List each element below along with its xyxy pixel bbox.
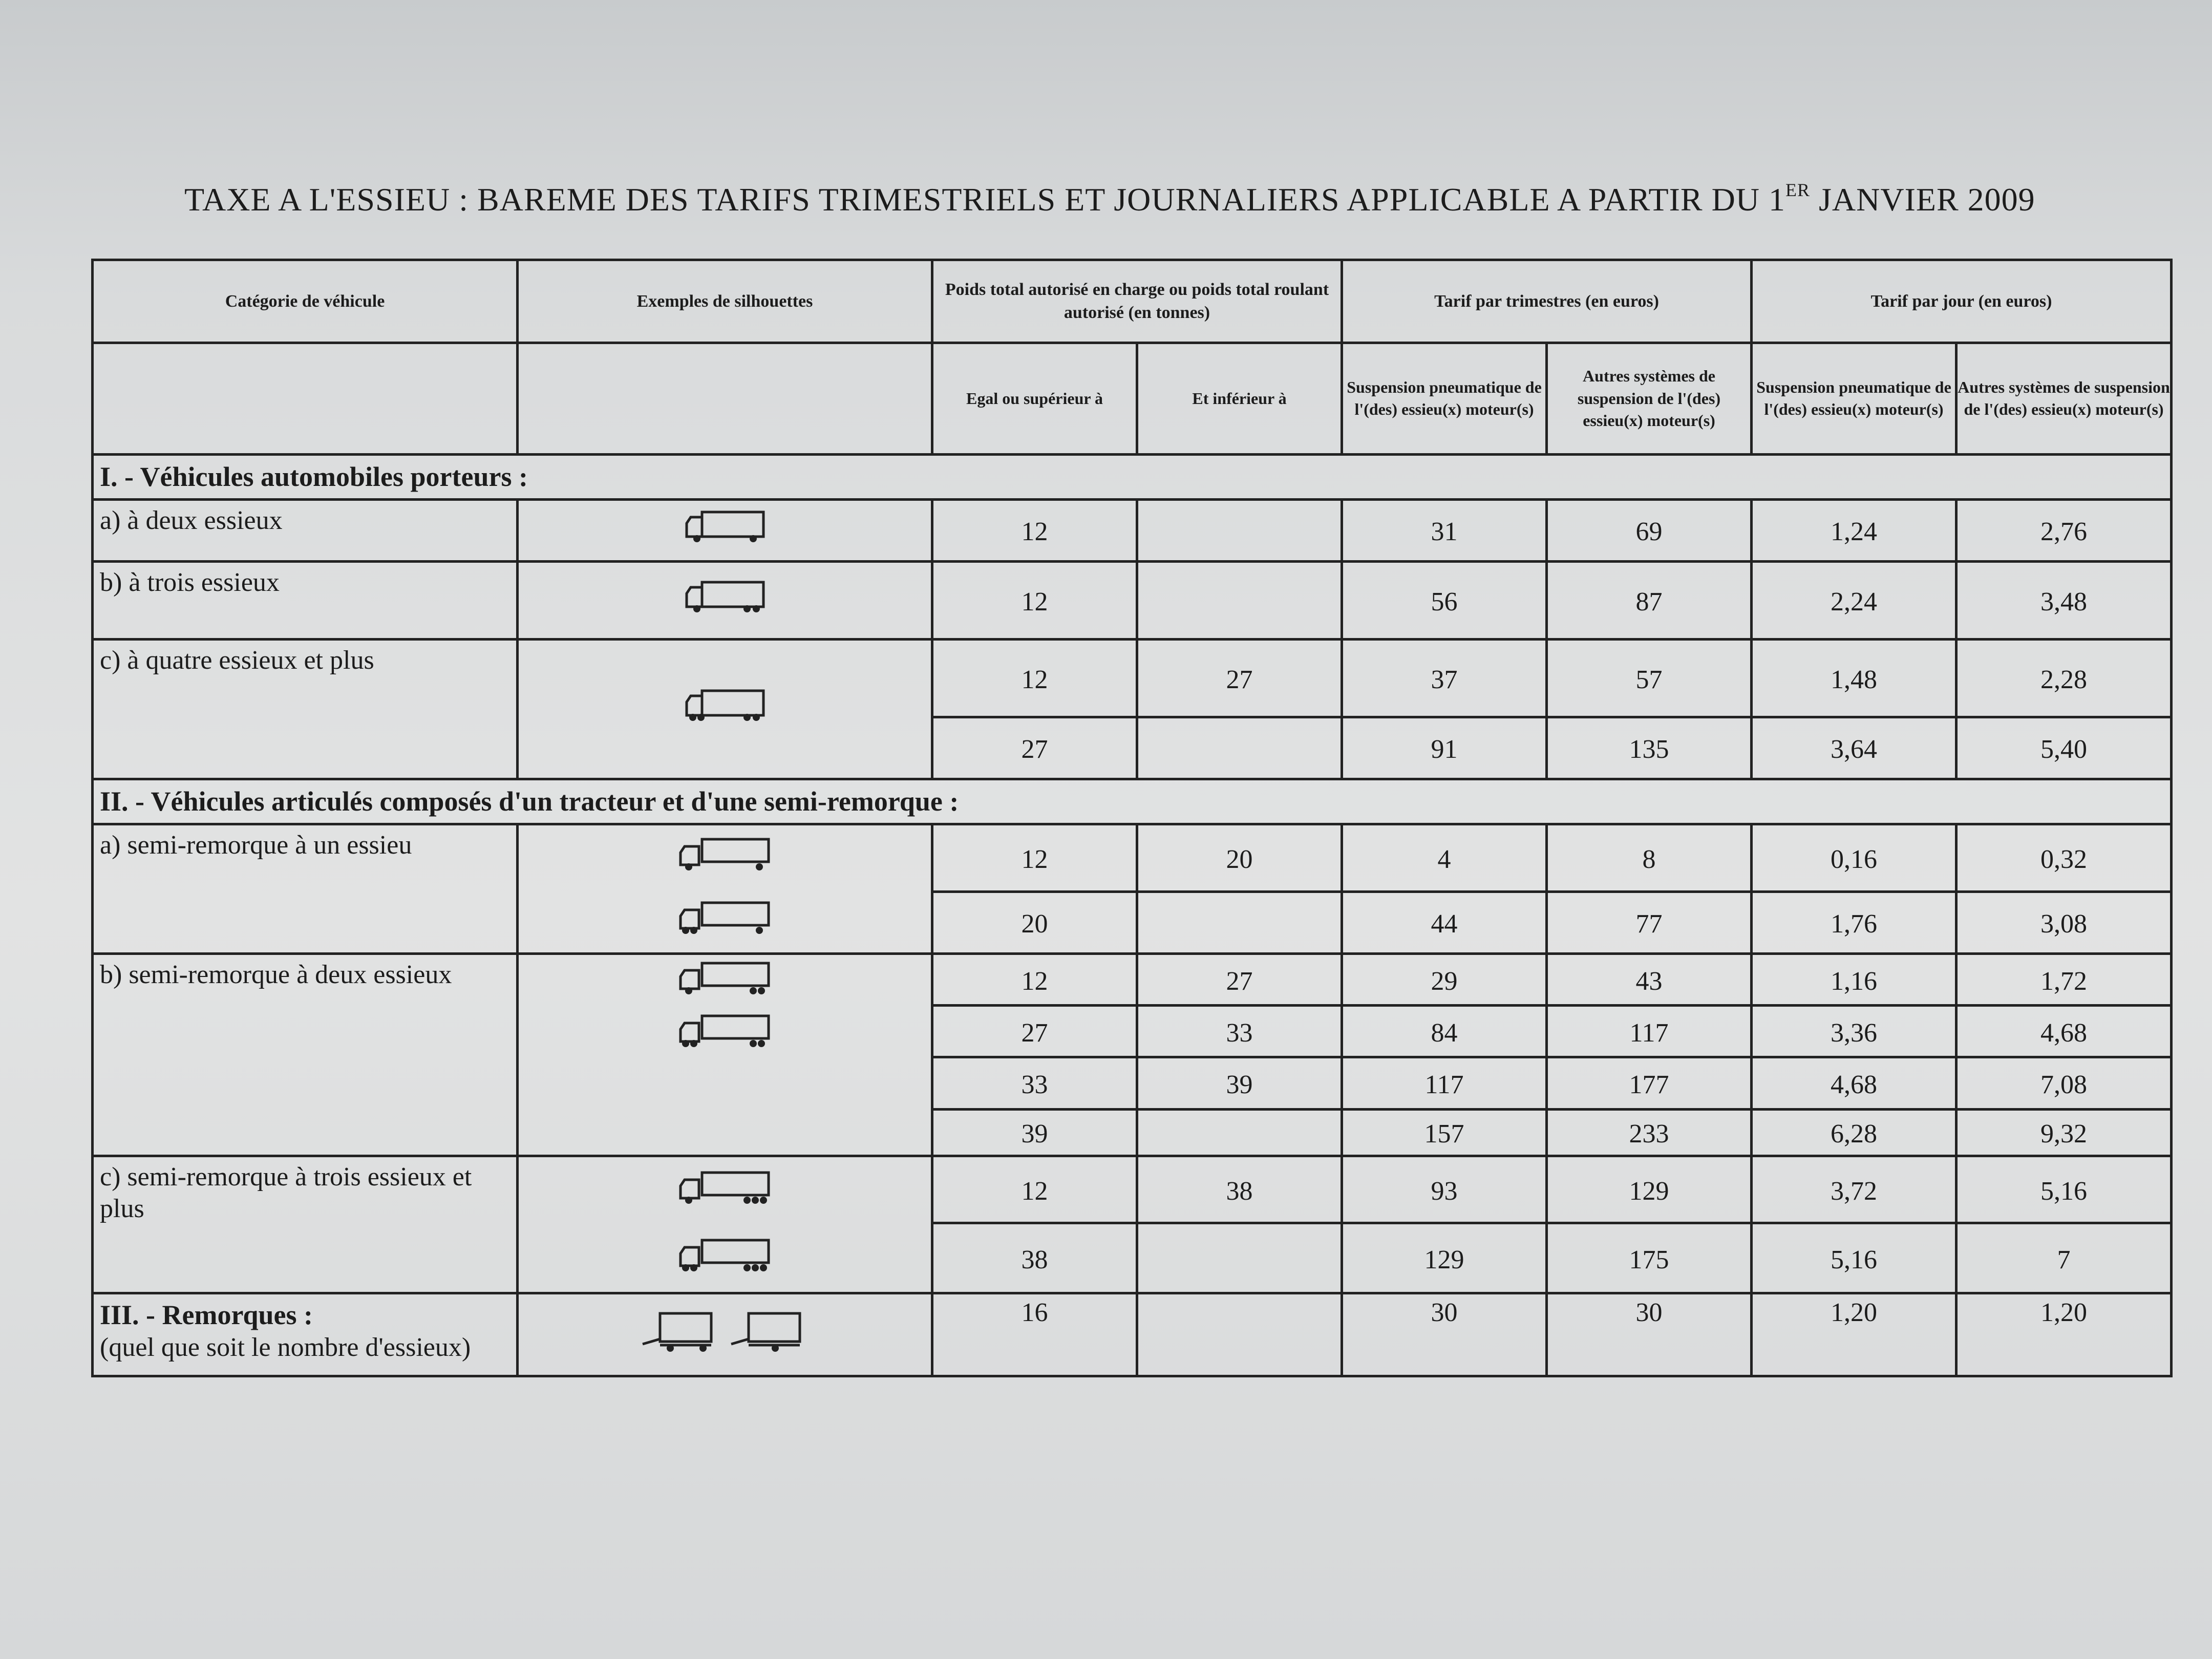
table-row — [93, 499, 2172, 561]
cell-inferieur — [1137, 1223, 1342, 1293]
silhouette-cell — [518, 562, 932, 640]
articulated-truck-silhouette-icon — [676, 900, 774, 935]
cell-egal: 16 — [932, 1293, 1137, 1376]
cell-susp-jour: 1,20 — [1752, 1293, 1956, 1376]
cell-autres-jour: 5,16 — [1956, 1156, 2172, 1223]
cell-susp-jour: 1,48 — [1752, 639, 1956, 717]
cell-egal: 20 — [932, 891, 1137, 953]
table-row — [93, 824, 2172, 892]
trailer-silhouette-icon — [640, 1308, 721, 1354]
category-label: c) à quatre essieux et plus — [93, 639, 518, 779]
cell-autres-jour: 1,20 — [1956, 1293, 2172, 1376]
cell-egal: 39 — [932, 1109, 1137, 1156]
section-title-3: III. - Remorques : — [100, 1299, 313, 1330]
document-title: TAXE A L'ESSIEU : BAREME DES TARIFS TRIMESTRIELS ET JOURNALIERS APPLICABLE A PARTIR DU 1ER JANVIER 2009 — [184, 180, 2035, 218]
header-autres-trimestre: Autres systèmes de suspension de l'(des) essieu(x) moteur(s) — [1547, 343, 1752, 454]
cell-autres-jour: 0,32 — [1956, 824, 2172, 892]
cell-susp-jour: 5,16 — [1752, 1223, 1956, 1293]
cell-susp-trim: 93 — [1342, 1156, 1547, 1223]
silhouette-cell — [518, 954, 932, 1156]
articulated-truck-silhouette-icon — [676, 960, 774, 996]
cell-inferieur — [1137, 562, 1342, 640]
cell-egal: 12 — [932, 499, 1137, 561]
cell-autres-trim: 175 — [1547, 1223, 1752, 1293]
cell-autres-jour: 2,76 — [1956, 499, 2172, 561]
cell-susp-trim: 37 — [1342, 639, 1547, 717]
cell-inferieur — [1137, 717, 1342, 779]
cell-susp-jour: 3,64 — [1752, 717, 1956, 779]
cell-egal: 33 — [932, 1057, 1137, 1109]
cell-egal: 27 — [932, 1006, 1137, 1057]
cell-susp-jour: 6,28 — [1752, 1109, 1956, 1156]
header-silhouettes: Exemples de silhouettes — [518, 260, 932, 343]
articulated-truck-silhouette-icon — [676, 836, 774, 872]
silhouette-cell — [518, 639, 932, 779]
cell-susp-jour: 1,76 — [1752, 891, 1956, 953]
truck-silhouette-icon — [682, 688, 769, 724]
cell-autres-trim: 8 — [1547, 824, 1752, 892]
trailer-silhouette-icon — [728, 1308, 810, 1354]
table-row — [93, 954, 2172, 1006]
cell-susp-jour: 4,68 — [1752, 1057, 1956, 1109]
silhouette-cell — [518, 824, 932, 954]
cell-inferieur — [1137, 891, 1342, 953]
cell-susp-trim: 31 — [1342, 499, 1547, 561]
cell-susp-trim: 29 — [1342, 954, 1547, 1006]
cell-egal: 12 — [932, 1156, 1137, 1223]
articulated-truck-silhouette-icon — [676, 1013, 774, 1049]
header-suspension-jour: Suspension pneumatique de l'(des) essieu(x) moteur(s) — [1752, 343, 1956, 454]
silhouette-cell — [518, 1293, 932, 1376]
cell-inferieur — [1137, 499, 1342, 561]
cell-autres-jour: 1,72 — [1956, 954, 2172, 1006]
cell-egal: 12 — [932, 954, 1137, 1006]
cell-egal: 12 — [932, 639, 1137, 717]
cell-inferieur — [1137, 1109, 1342, 1156]
cell-susp-trim: 157 — [1342, 1109, 1547, 1156]
cell-susp-trim: 129 — [1342, 1223, 1547, 1293]
cell-autres-jour: 4,68 — [1956, 1006, 2172, 1057]
tariff-table — [91, 259, 2173, 1377]
truck-silhouette-icon — [682, 509, 769, 545]
cell-susp-trim: 44 — [1342, 891, 1547, 953]
table-row — [93, 1293, 2172, 1376]
header-poids: Poids total autorisé en charge ou poids total roulant autorisé (en tonnes) — [932, 260, 1342, 343]
cell-autres-trim: 57 — [1547, 639, 1752, 717]
cell-susp-jour: 0,16 — [1752, 824, 1956, 892]
cell-susp-trim: 56 — [1342, 562, 1547, 640]
cell-inferieur: 33 — [1137, 1006, 1342, 1057]
cell-autres-trim: 129 — [1547, 1156, 1752, 1223]
cell-inferieur: 38 — [1137, 1156, 1342, 1223]
table-row — [93, 639, 2172, 717]
cell-susp-trim: 117 — [1342, 1057, 1547, 1109]
cell-autres-jour: 9,32 — [1956, 1109, 2172, 1156]
cell-inferieur: 27 — [1137, 639, 1342, 717]
cell-autres-jour: 2,28 — [1956, 639, 2172, 717]
cell-autres-jour: 7,08 — [1956, 1057, 2172, 1109]
header-row-1 — [93, 260, 2172, 343]
cell-egal: 12 — [932, 562, 1137, 640]
table-row — [93, 1156, 2172, 1223]
cell-susp-trim: 84 — [1342, 1006, 1547, 1057]
section-title-1: I. - Véhicules automobiles porteurs : — [93, 454, 2172, 499]
silhouette-cell — [518, 499, 932, 561]
section-subtitle-3: (quel que soit le nombre d'essieux) — [100, 1332, 471, 1362]
cell-autres-trim: 233 — [1547, 1109, 1752, 1156]
cell-autres-trim: 177 — [1547, 1057, 1752, 1109]
cell-autres-trim: 43 — [1547, 954, 1752, 1006]
category-label: b) semi-remorque à deux essieux — [93, 954, 518, 1156]
cell-egal: 12 — [932, 824, 1137, 892]
header-categorie: Catégorie de véhicule — [93, 260, 518, 343]
header-inferieur: Et inférieur à — [1137, 343, 1342, 454]
cell-autres-jour: 3,08 — [1956, 891, 2172, 953]
header-tarif-trimestre: Tarif par trimestres (en euros) — [1342, 260, 1752, 343]
cell-inferieur: 20 — [1137, 824, 1342, 892]
header-row-2 — [93, 343, 2172, 454]
cell-autres-trim: 77 — [1547, 891, 1752, 953]
cell-susp-jour: 3,36 — [1752, 1006, 1956, 1057]
cell-susp-trim: 30 — [1342, 1293, 1547, 1376]
cell-autres-trim: 87 — [1547, 562, 1752, 640]
cell-autres-trim: 30 — [1547, 1293, 1752, 1376]
cell-autres-jour: 7 — [1956, 1223, 2172, 1293]
cell-autres-jour: 5,40 — [1956, 717, 2172, 779]
articulated-truck-silhouette-icon — [676, 1237, 774, 1273]
cell-egal: 27 — [932, 717, 1137, 779]
truck-silhouette-icon — [682, 579, 769, 615]
silhouette-cell — [518, 1156, 932, 1293]
cell-autres-trim: 135 — [1547, 717, 1752, 779]
cell-susp-jour: 1,24 — [1752, 499, 1956, 561]
header-egal: Egal ou supérieur à — [932, 343, 1137, 454]
cell-egal: 38 — [932, 1223, 1137, 1293]
category-label: a) à deux essieux — [93, 499, 518, 561]
cell-autres-trim: 117 — [1547, 1006, 1752, 1057]
section-title-2: II. - Véhicules articulés composés d'un tracteur et d'une semi-remorque : — [93, 779, 2172, 824]
cell-autres-trim: 69 — [1547, 499, 1752, 561]
cell-inferieur: 39 — [1137, 1057, 1342, 1109]
category-label: b) à trois essieux — [93, 562, 518, 640]
header-autres-jour: Autres systèmes de suspension de l'(des) essieu(x) moteur(s) — [1956, 343, 2172, 454]
cell-susp-trim: 4 — [1342, 824, 1547, 892]
category-label: a) semi-remorque à un essieu — [93, 824, 518, 954]
table-row — [93, 562, 2172, 640]
cell-susp-trim: 91 — [1342, 717, 1547, 779]
articulated-truck-silhouette-icon — [676, 1169, 774, 1205]
cell-susp-jour: 2,24 — [1752, 562, 1956, 640]
cell-inferieur — [1137, 1293, 1342, 1376]
cell-inferieur: 27 — [1137, 954, 1342, 1006]
category-label: c) semi-remorque à trois essieux et plus — [93, 1156, 518, 1293]
category-label — [93, 1293, 518, 1376]
cell-susp-jour: 3,72 — [1752, 1156, 1956, 1223]
header-tarif-jour: Tarif par jour (en euros) — [1752, 260, 2172, 343]
header-suspension-trimestre: Suspension pneumatique de l'(des) essieu(x) moteur(s) — [1342, 343, 1547, 454]
cell-susp-jour: 1,16 — [1752, 954, 1956, 1006]
cell-autres-jour: 3,48 — [1956, 562, 2172, 640]
